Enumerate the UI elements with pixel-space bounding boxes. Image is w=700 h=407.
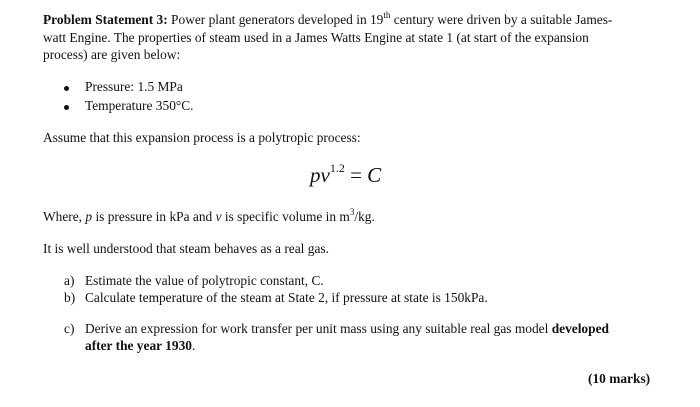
question-a-text: Estimate the value of polytropic constant, C. (85, 273, 324, 288)
intro-text-1: Power plant generators developed in 19 (167, 12, 384, 27)
where-v: v (215, 209, 222, 224)
question-b-text: Calculate temperature of the steam at State 2, if pressure at state is 150kPa. (85, 290, 488, 305)
property-temperature: Temperature 350°C. (85, 98, 194, 113)
question-c-line-1 (85, 320, 609, 338)
question-c-bold-2: after the year 1930 (85, 338, 192, 353)
problem-heading: Problem Statement 3: (43, 12, 168, 27)
question-a-label: a) (64, 273, 75, 288)
property-pressure: Pressure: 1.5 MPa (85, 79, 183, 94)
intro-text-2: century were driven by a suitable James- (390, 12, 613, 27)
problem-line-1 (43, 11, 612, 29)
bullet-marker (64, 86, 69, 91)
question-c-line-2 (85, 337, 195, 355)
polytropic-equation (310, 161, 382, 187)
where-part-1: Where, (43, 209, 86, 224)
where-text (43, 208, 375, 226)
marks-label: (10 marks) (588, 371, 651, 386)
where-part-4: /kg. (354, 209, 375, 224)
assume-text: Assume that this expansion process is a polytropic process: (43, 130, 361, 145)
real-gas-text: It is well understood that steam behaves as a real gas. (43, 241, 329, 256)
where-part-3: is specific volume in m (221, 209, 350, 224)
equation-rhs: = C (350, 163, 382, 187)
question-c-end: . (191, 338, 196, 353)
question-c-bold: developed (551, 321, 609, 336)
question-c-label: c) (64, 321, 75, 336)
where-part-2: is pressure in kPa and (92, 209, 216, 224)
problem-line-3: process) are given below: (43, 47, 181, 62)
equation-exponent: 1.2 (329, 161, 345, 175)
problem-line-2: watt Engine. The properties of steam used in a James Watts Engine at state 1 (at start of the expansion (43, 30, 589, 45)
where-p: p (85, 209, 93, 224)
intro-superscript: th (383, 10, 391, 20)
where-superscript: 3 (349, 207, 355, 217)
bullet-marker (64, 105, 69, 110)
question-b-label: b) (64, 290, 76, 305)
equation-pv: pv (310, 163, 330, 187)
question-c-text: Derive an expression for work transfer per unit mass using any suitable real gas model (85, 321, 552, 336)
